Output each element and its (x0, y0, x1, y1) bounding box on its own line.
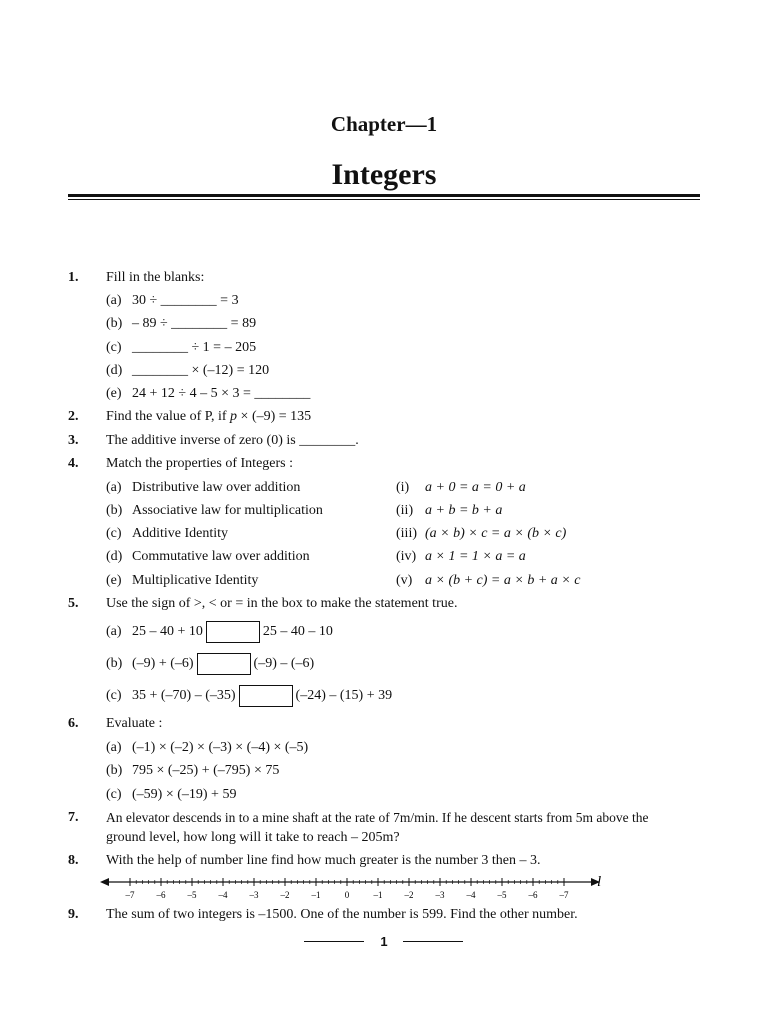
q5a-label: (a) (106, 624, 122, 639)
q1d-text: ________ × (–12) = 120 (132, 363, 270, 378)
q4-right-v-text: a × (b + c) = a × b + a × c (425, 573, 581, 588)
number-line-tick-label: –7 (125, 890, 135, 900)
q4-right-iv-text: a × 1 = 1 × a = a (425, 549, 526, 564)
q4-left-b-label: (b) (106, 503, 123, 518)
q4-text: Match the properties of Integers : (106, 456, 293, 471)
number-line-tick-label: –6 (156, 890, 166, 900)
number-line-tick-label: –2 (404, 890, 414, 900)
chapter-heading: Chapter—1 (330, 112, 438, 136)
q5c-left: 35 + (–70) – (–35) (132, 688, 236, 704)
q4-right-ii-label: (ii) (396, 503, 414, 518)
q4-left-c-label: (c) (106, 526, 122, 541)
q4-left-a-label: (a) (106, 480, 122, 495)
q4-right-iii-text: (a × b) × c = a × (b × c) (425, 526, 567, 541)
footer-rule-right (403, 941, 463, 942)
number-line-tick-label: –2 (280, 890, 290, 900)
q1a-label: (a) (106, 293, 122, 308)
q8-text: With the help of number line find how much greater is the number 3 then – 3. (106, 853, 541, 868)
q1-text: Fill in the blanks: (106, 270, 205, 285)
q5-number: 5. (68, 596, 79, 611)
q2-text (106, 408, 311, 426)
q4-right-ii-text: a + b = b + a (425, 503, 503, 518)
q1b-text: – 89 ÷ ________ = 89 (132, 316, 257, 331)
q1-number: 1. (68, 270, 79, 285)
q4-left-c-text: Additive Identity (132, 526, 229, 541)
number-line-tick-label: –5 (497, 890, 507, 900)
q7-text-line2: ground level, how long will it take to reach – 205m? (106, 830, 400, 845)
q6b-text: 795 × (–25) + (–795) × 75 (132, 763, 280, 778)
q5c-label: (c) (106, 688, 122, 703)
q3-number: 3. (68, 433, 79, 448)
q9-text: The sum of two integers is –1500. One of the number is 599. Find the other number. (106, 907, 578, 922)
q4-right-i-label: (i) (396, 480, 410, 495)
q4-left-b-text: Associative law for multiplication (132, 503, 323, 518)
q1c-label: (c) (106, 340, 122, 355)
q1e-text: 24 + 12 ÷ 4 – 5 × 3 = ________ (132, 386, 311, 401)
q1d-label: (d) (106, 363, 123, 378)
q1a-text: 30 ÷ ________ = 3 (132, 293, 239, 308)
q2-number: 2. (68, 409, 79, 424)
q5b-label: (b) (106, 656, 123, 671)
q5a-statement (132, 621, 333, 643)
q5b-answer-box[interactable] (197, 653, 251, 675)
q4-left-d-label: (d) (106, 549, 123, 564)
q1b-label: (b) (106, 316, 123, 331)
q3-text: The additive inverse of zero (0) is ________. (106, 433, 359, 448)
q5c-right: (–24) – (15) + 39 (295, 688, 393, 704)
page-title: Integers (331, 158, 437, 191)
q7-text-line1: An elevator descends in to a mine shaft at the rate of 7m/min. If he descent starts from 5m above the (106, 810, 649, 825)
number-line-major-ticks (125, 878, 570, 900)
q6b-label: (b) (106, 763, 123, 778)
q2-text-b: × (–9) = 135 (237, 409, 312, 424)
q6-text: Evaluate : (106, 716, 163, 731)
q4-left-a-text: Distributive law over addition (132, 480, 301, 495)
number-line-tick-label: –1 (311, 890, 321, 900)
q5b-statement (132, 653, 314, 675)
q6c-text: (–59) × (–19) + 59 (132, 787, 237, 802)
number-line-tick-label: –3 (249, 890, 259, 900)
q4-left-d-text: Commutative law over addition (132, 549, 310, 564)
q4-left-e-label: (e) (106, 573, 122, 588)
q7-number: 7. (68, 810, 79, 825)
q5b-left: (–9) + (–6) (132, 656, 194, 672)
number-line (100, 872, 610, 908)
q5c-statement (132, 685, 392, 707)
number-line-tick-label: –7 (559, 890, 569, 900)
title-rule-thin (68, 199, 700, 200)
q2-text-a: Find the value of P, if (106, 409, 231, 424)
q6c-label: (c) (106, 787, 122, 802)
q6a-text: (–1) × (–2) × (–3) × (–4) × (–5) (132, 740, 309, 755)
q5a-right: 25 – 40 – 10 (262, 624, 333, 640)
q4-right-iv-label: (iv) (396, 549, 417, 564)
number-line-tick-label: –6 (528, 890, 538, 900)
q2-variable: p (230, 409, 238, 424)
number-line-tick-label: –5 (187, 890, 197, 900)
q4-right-i-text: a + 0 = a = 0 + a (425, 480, 526, 495)
q1c-text: ________ ÷ 1 = – 205 (132, 340, 257, 355)
q6-number: 6. (68, 716, 79, 731)
q4-right-v-label: (v) (396, 573, 413, 588)
q5c-answer-box[interactable] (239, 685, 293, 707)
q8-number: 8. (68, 853, 79, 868)
q6a-label: (a) (106, 740, 122, 755)
q5a-answer-box[interactable] (206, 621, 260, 643)
number-line-tick-label: –3 (435, 890, 445, 900)
q1e-label: (e) (106, 386, 122, 401)
page-number: 1 (380, 934, 388, 949)
number-line-tick-label: –1 (373, 890, 383, 900)
q4-right-iii-label: (iii) (396, 526, 417, 541)
q4-number: 4. (68, 456, 79, 471)
title-rule-thick (68, 194, 700, 197)
q5-text: Use the sign of >, < or = in the box to make the statement true. (106, 596, 458, 611)
left-arrow-icon (100, 878, 109, 886)
number-line-tick-label: –4 (218, 890, 228, 900)
number-line-tick-label: –4 (466, 890, 476, 900)
q4-left-e-text: Multiplicative Identity (132, 573, 259, 588)
q5b-right: (–9) – (–6) (253, 656, 315, 672)
number-line-end-label: l (597, 874, 602, 890)
number-line-tick-label: 0 (344, 890, 350, 900)
q9-number: 9. (68, 907, 79, 922)
q5a-left: 25 – 40 + 10 (132, 624, 203, 640)
